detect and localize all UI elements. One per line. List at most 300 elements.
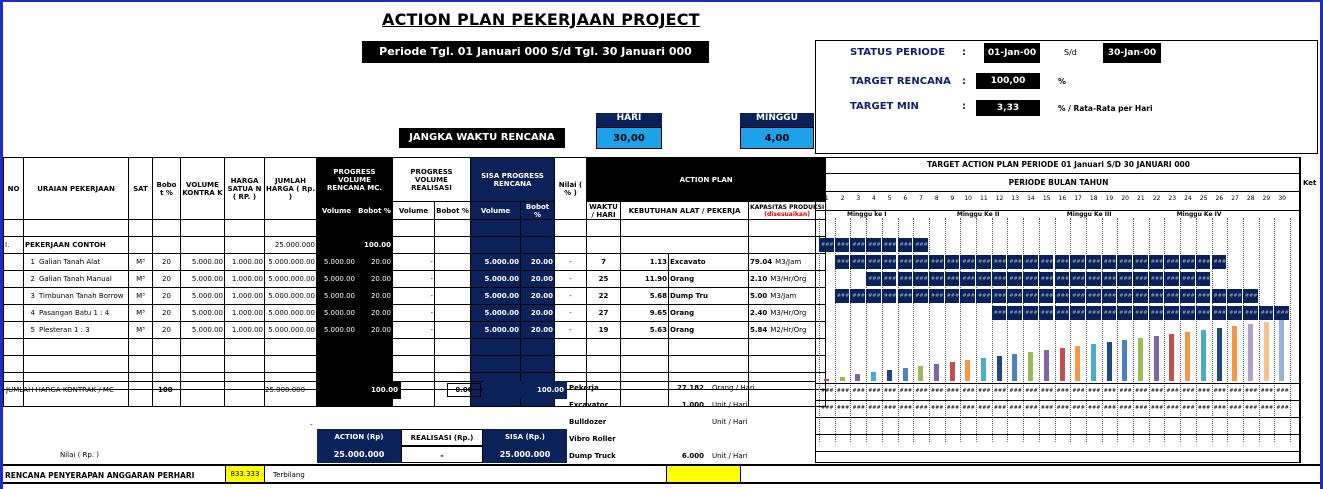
gantt-cell-text: ### (1040, 259, 1054, 265)
resource-cell: ### (1119, 405, 1132, 411)
progress-bar (1217, 328, 1222, 381)
cell (153, 237, 181, 254)
gantt-cell-text: ### (1119, 293, 1132, 299)
cell (4, 322, 24, 339)
resource-unit: Orang / Hari (712, 384, 755, 392)
cell (24, 339, 129, 356)
empty-row (4, 356, 826, 373)
progress-bar (1154, 336, 1159, 381)
cell (4, 271, 24, 288)
day-label: 1 (824, 195, 829, 202)
resource-cell: ### (868, 405, 881, 411)
row-name (24, 322, 129, 339)
gantt-cell (835, 289, 850, 303)
row-nilai: - (555, 254, 587, 271)
day-label: 16 (1058, 195, 1067, 202)
progress-bar (950, 362, 955, 381)
gantt-cell-text: ### (1166, 293, 1179, 299)
gantt-cell-text: ### (1009, 310, 1022, 316)
resource-cell: ### (930, 388, 944, 394)
row-real-volume: - (393, 254, 435, 271)
cell (4, 220, 24, 237)
gantt-cell-text: ### (836, 259, 850, 265)
row-jumlah: 5.000.000.00 (265, 322, 317, 339)
status-panel (815, 40, 1318, 154)
gantt-cell (1196, 272, 1211, 286)
gantt-cell (850, 289, 865, 303)
gantt-cell-text: ### (1182, 259, 1195, 265)
resource-cell: ### (899, 405, 913, 411)
resource-cell: ### (883, 388, 897, 394)
gantt-cell-text: ### (1056, 276, 1070, 282)
gantt-cell-text: ### (1056, 310, 1070, 316)
progress-bar (1012, 354, 1017, 381)
gantt-cell-text: ### (1072, 259, 1085, 265)
cell (587, 220, 621, 237)
progress-bar (1075, 346, 1080, 381)
kapasitas-unit: M2/Hr/Org (770, 326, 807, 334)
gantt-cell (1180, 272, 1195, 286)
row-sisa-volume: 5.000.00 (471, 288, 521, 305)
gantt-cell-text: ### (915, 276, 928, 282)
resource-cell: ### (962, 388, 975, 394)
total-progress: 100.00 (317, 381, 401, 399)
cell (521, 356, 555, 373)
gantt-cell-text: ### (993, 310, 1007, 316)
progress-bar (1044, 350, 1049, 381)
col-bobot: Bobo t % (153, 158, 181, 220)
sub-volume: Volume (471, 202, 521, 220)
total-realisasi: 0.00 (447, 383, 481, 397)
resource-cell: ### (1197, 388, 1211, 394)
cell (181, 237, 225, 254)
gantt-cell-text: ### (1087, 310, 1101, 316)
cell (357, 356, 393, 373)
resource-cell: ### (1276, 405, 1289, 411)
gantt-cell (1180, 306, 1195, 320)
gantt-cell (1196, 289, 1211, 303)
resource-value: 6.000 (681, 452, 704, 460)
status-start-date: 01-Jan-00 (984, 43, 1040, 63)
col-progress-mc: PROGRESS VOLUME RENCANA MC. (317, 158, 393, 202)
gantt-cell-text: ### (1087, 259, 1101, 265)
realisasi-rp-label: REALISASI (Rp.) (401, 429, 483, 446)
col-waktu: WAKTU / HARI (587, 202, 621, 220)
resource-cell: ### (1103, 388, 1117, 394)
work-table (3, 157, 826, 407)
cell (521, 220, 555, 237)
resource-cell: ### (821, 388, 834, 394)
resource-value: 1.000 (681, 401, 704, 409)
resource-name: Vibro Roller (569, 435, 616, 443)
gantt-cell (960, 289, 975, 303)
period-banner: Periode Tgl. 01 Januari 000 S/d Tgl. 30 Januari 000 (362, 41, 709, 63)
day-label: 3 (856, 195, 861, 202)
gantt-cell-text: ### (1025, 276, 1038, 282)
cell (521, 339, 555, 356)
row-bobot: 20 (153, 322, 181, 339)
resource-cell: ### (1056, 405, 1070, 411)
gantt-cell-text: ### (1150, 310, 1164, 316)
week-label: Minggu Ke III (1066, 211, 1112, 218)
colon: : (962, 76, 966, 87)
cell (129, 339, 153, 356)
cell (555, 339, 587, 356)
day-label: 15 (1042, 195, 1051, 202)
gantt-cell-text: ### (1276, 310, 1289, 316)
day-label: 29 (1262, 195, 1271, 202)
cell (435, 339, 471, 356)
resource-cell: ### (915, 388, 928, 394)
cell (435, 322, 471, 339)
kapasitas-label: KAPASITAS PRODUKSI (750, 203, 825, 211)
gantt-cell (1180, 289, 1195, 303)
gantt-cell-text: ### (1197, 293, 1211, 299)
resource-cell: ### (852, 405, 865, 411)
day-label: 7 (919, 195, 923, 202)
cell (4, 339, 24, 356)
row-kebutuhan-qty: 5.68 (621, 288, 669, 305)
gantt-cell (1086, 255, 1101, 269)
day-label: 28 (1246, 195, 1255, 202)
row-real-volume: - (393, 271, 435, 288)
resource-cell: ### (1213, 405, 1227, 411)
resource-cell: ### (1135, 388, 1148, 394)
gantt-cell (960, 255, 975, 269)
day-label: 26 (1215, 195, 1224, 202)
gantt-cell-text: ### (946, 276, 960, 282)
cell (435, 237, 471, 254)
gantt-cell-text: ### (1119, 259, 1132, 265)
day-label: 21 (1137, 195, 1145, 202)
gantt-cell (1243, 306, 1258, 320)
gantt-cell (1117, 289, 1132, 303)
gantt-cell-text: ### (883, 259, 897, 265)
day-label: 6 (903, 195, 908, 202)
gantt-cell (1007, 289, 1022, 303)
row-waktu: 25 (587, 271, 621, 288)
resource-cell: ### (1260, 388, 1274, 394)
hari-label: HARI (596, 113, 662, 127)
cell (225, 339, 265, 356)
gantt-cell-text: ### (1150, 259, 1164, 265)
gantt-cell-text: ### (899, 293, 913, 299)
gantt-cell-text: ### (868, 242, 881, 248)
resource-cell: ### (1040, 405, 1054, 411)
gantt-cell-text: ### (868, 276, 881, 282)
gantt-cell (882, 255, 897, 269)
row-sisa-bobot: 20.00 (521, 322, 555, 339)
gantt-cell (1007, 306, 1022, 320)
day-label: 2 (840, 195, 845, 202)
gantt-subtitle: PERIODE BULAN TAHUN (1008, 178, 1109, 187)
sisa-rp-label: SISA (Rp.) (483, 429, 567, 446)
resource-unit: Unit / Hari (712, 401, 748, 409)
gantt-cell (1149, 289, 1164, 303)
progress-bar (965, 360, 970, 381)
gantt-cell (1149, 272, 1164, 286)
resource-cell: ### (1119, 388, 1132, 394)
gantt-cell (1086, 306, 1101, 320)
row-harga: 1.000.00 (225, 271, 265, 288)
row-sat: M³ (129, 322, 153, 339)
row-sat: M³ (129, 288, 153, 305)
row-progress-bobot: 20.00 (357, 271, 393, 288)
gantt-cell (1070, 255, 1085, 269)
progress-bar (1264, 322, 1269, 381)
gantt-cell (1102, 255, 1117, 269)
gantt-cell-text: ### (1197, 310, 1211, 316)
gantt-cell (976, 255, 991, 269)
gantt-cell (1164, 289, 1179, 303)
gantt-cell (976, 272, 991, 286)
gantt-cell-text: ### (978, 259, 991, 265)
row-progress-volume: 5.000.00 (317, 254, 357, 271)
row-kebutuhan-name: Dump Tru (669, 288, 749, 305)
cell (471, 237, 521, 254)
gantt-cell-text: ### (1072, 310, 1085, 316)
cell (555, 356, 587, 373)
row-waktu: 19 (587, 322, 621, 339)
col-kebutuhan: KEBUTUHAN ALAT / PEKERJA (621, 202, 749, 220)
target-rencana-value: 100,00 (976, 73, 1040, 89)
resource-cell: ### (1025, 405, 1038, 411)
action-rp-value: 25.000.000 (317, 446, 401, 463)
day-label: 19 (1105, 195, 1114, 202)
row-name-text: Timbunan Tanah Borrow (39, 292, 124, 300)
resource-cell: ### (1244, 388, 1258, 394)
row-kebutuhan-qty: 5.63 (621, 322, 669, 339)
kapasitas-value: 2.10 (750, 275, 768, 283)
row-real-volume: - (393, 322, 435, 339)
gantt-cell (850, 255, 865, 269)
target-min-value: 3,33 (976, 100, 1040, 116)
gantt-cell (1039, 255, 1054, 269)
progress-bar (1138, 338, 1143, 381)
resource-cell: ### (1009, 405, 1022, 411)
row-sisa-bobot: 20.00 (521, 254, 555, 271)
gantt-cell-text: ### (993, 293, 1007, 299)
gantt-cell (945, 289, 960, 303)
resource-cell: ### (1009, 388, 1022, 394)
row-no: 4 (30, 309, 35, 317)
minggu-label: MINGGU (740, 113, 814, 127)
hari-value: 30,00 (596, 127, 662, 149)
row-sisa-volume: 5.000.00 (471, 271, 521, 288)
row-volume: 5.000.00 (181, 288, 225, 305)
nilai-rp-label: Nilai ( Rp. ) (60, 451, 100, 459)
gantt-cell (960, 272, 975, 286)
gantt-cell (1133, 255, 1148, 269)
gantt-cell-text: ### (1025, 259, 1038, 265)
resource-cell: ### (883, 405, 897, 411)
resource-cell: ### (1072, 388, 1085, 394)
gantt-cell-text: ### (883, 242, 897, 248)
gantt-cell-text: ### (915, 293, 928, 299)
resource-cell: ### (899, 388, 913, 394)
cell (24, 356, 129, 373)
gantt-cell-text: ### (1103, 276, 1117, 282)
gantt-cell (945, 272, 960, 286)
gantt-cell (1023, 272, 1038, 286)
gantt-cell-text: ### (993, 259, 1007, 265)
resource-cell: ### (1103, 405, 1117, 411)
resource-name: Excavator (569, 401, 609, 409)
resource-cell: ### (946, 405, 960, 411)
gantt-cell-text: ### (946, 293, 960, 299)
gantt-cell (835, 255, 850, 269)
gantt-cell (1180, 255, 1195, 269)
progress-bar (1028, 352, 1033, 381)
resource-cell: ### (821, 405, 834, 411)
gantt-cell (1117, 272, 1132, 286)
progress-bar (871, 372, 876, 381)
progress-bar (887, 370, 892, 381)
gantt-cell-text: ### (1244, 310, 1258, 316)
gantt-cell (1133, 272, 1148, 286)
gantt-cell (1039, 306, 1054, 320)
col-no: NO (4, 158, 24, 220)
gantt-cell-text: ### (1087, 276, 1101, 282)
day-label: 8 (934, 195, 939, 202)
gantt-cell-text: ### (899, 242, 913, 248)
row-waktu: 7 (587, 254, 621, 271)
row-jumlah: 5.000.000.00 (265, 254, 317, 271)
cell (435, 220, 471, 237)
cell (435, 305, 471, 322)
cell (4, 254, 24, 271)
cell (225, 237, 265, 254)
progress-bar (1122, 340, 1127, 381)
cell (317, 237, 357, 254)
resource-cell: ### (836, 388, 850, 394)
progress-bar (840, 377, 845, 381)
kapasitas-value: 5.84 (750, 326, 768, 334)
resource-cell: ### (1150, 405, 1164, 411)
cell (317, 356, 357, 373)
gantt-cell-text: ### (1087, 293, 1101, 299)
cell (621, 220, 749, 237)
row-name (24, 254, 129, 271)
table-row (4, 254, 826, 271)
gantt-cell (898, 289, 913, 303)
sub-bobot: Bobot % (357, 202, 393, 220)
row-progress-volume: 5.000.00 (317, 271, 357, 288)
status-end-date: 30-Jan-00 (1103, 43, 1161, 63)
week-label: Minggu ke I (847, 211, 887, 218)
cell (555, 237, 587, 254)
row-volume: 5.000.00 (181, 322, 225, 339)
gantt-cell-text: ### (978, 276, 991, 282)
row-progress-bobot: 20.00 (357, 288, 393, 305)
gantt-chart (815, 157, 1300, 463)
gantt-cell-text: ### (1009, 293, 1022, 299)
gantt-cell-text: ### (1166, 259, 1179, 265)
resource-cell: ### (1166, 388, 1179, 394)
row-bobot: 20 (153, 288, 181, 305)
table-row (4, 271, 826, 288)
cell (265, 339, 317, 356)
gantt-cell (1212, 306, 1227, 320)
gantt-cell (866, 238, 881, 252)
cell (153, 339, 181, 356)
gantt-cell (1055, 255, 1070, 269)
col-volume: VOLUME KONTRA K (181, 158, 225, 220)
progress-bar (997, 356, 1002, 381)
row-progress-bobot: 20.00 (357, 254, 393, 271)
row-name-text: Galian Tanah Manual (39, 275, 112, 283)
gantt-cell-text: ### (1197, 259, 1211, 265)
gantt-cell-text: ### (1040, 310, 1054, 316)
resource-cell: ### (836, 405, 850, 411)
cell (129, 237, 153, 254)
row-kebutuhan-qty: 11.90 (621, 271, 669, 288)
cell (265, 220, 317, 237)
ket-label: Ket (1303, 179, 1317, 187)
gantt-cell (835, 238, 850, 252)
resource-cell: ### (1276, 388, 1289, 394)
gantt-cell-text: ### (978, 293, 991, 299)
kapasitas-value: 2.40 (750, 309, 768, 317)
gantt-cell-text: ### (1182, 276, 1195, 282)
gantt-cell (819, 238, 834, 252)
footer-value: 833.333 (225, 466, 265, 482)
cell (521, 237, 555, 254)
gantt-cell (913, 238, 928, 252)
row-progress-volume: 5.000.00 (317, 322, 357, 339)
resource-name: Bulldozer (569, 418, 607, 426)
row-kebutuhan-qty: 9.65 (621, 305, 669, 322)
footer-label: RENCANA PENYERAPAN ANGGARAN PERHARI (5, 471, 195, 480)
row-name (24, 288, 129, 305)
resource-cell: ### (1182, 388, 1195, 394)
gantt-cell-text: ### (1135, 310, 1148, 316)
day-label: 5 (887, 195, 892, 202)
resource-cell: ### (978, 405, 991, 411)
progress-bar (981, 358, 986, 381)
resource-unit: Unit / Hari (712, 418, 748, 426)
row-jumlah: 5.000.000.00 (265, 305, 317, 322)
gantt-cell (1117, 255, 1132, 269)
row-waktu: 22 (587, 288, 621, 305)
gantt-cell (976, 289, 991, 303)
row-harga: 1.000.00 (225, 322, 265, 339)
row-sat: M³ (129, 305, 153, 322)
row-progress-bobot: 20.00 (357, 305, 393, 322)
cell (587, 237, 621, 254)
row-nilai: - (555, 322, 587, 339)
gantt-cell (1149, 255, 1164, 269)
gantt-cell (1007, 255, 1022, 269)
cell (265, 356, 317, 373)
cell (129, 220, 153, 237)
gantt-cell (1055, 289, 1070, 303)
resource-cell: ### (1229, 405, 1242, 411)
progress-bar (1248, 324, 1253, 381)
gantt-cell (1149, 306, 1164, 320)
day-label: 18 (1089, 195, 1098, 202)
resource-cell: ### (1087, 405, 1101, 411)
row-name-text: Pasangan Batu 1 : 4 (39, 309, 110, 317)
cell (435, 356, 471, 373)
cell (555, 220, 587, 237)
row-nilai: - (555, 305, 587, 322)
row-sat: M³ (129, 254, 153, 271)
section-no: I. (4, 237, 24, 254)
progress-bar (1279, 320, 1284, 381)
gantt-cell (913, 272, 928, 286)
week-label: Minggu Ke IV (1176, 211, 1222, 218)
